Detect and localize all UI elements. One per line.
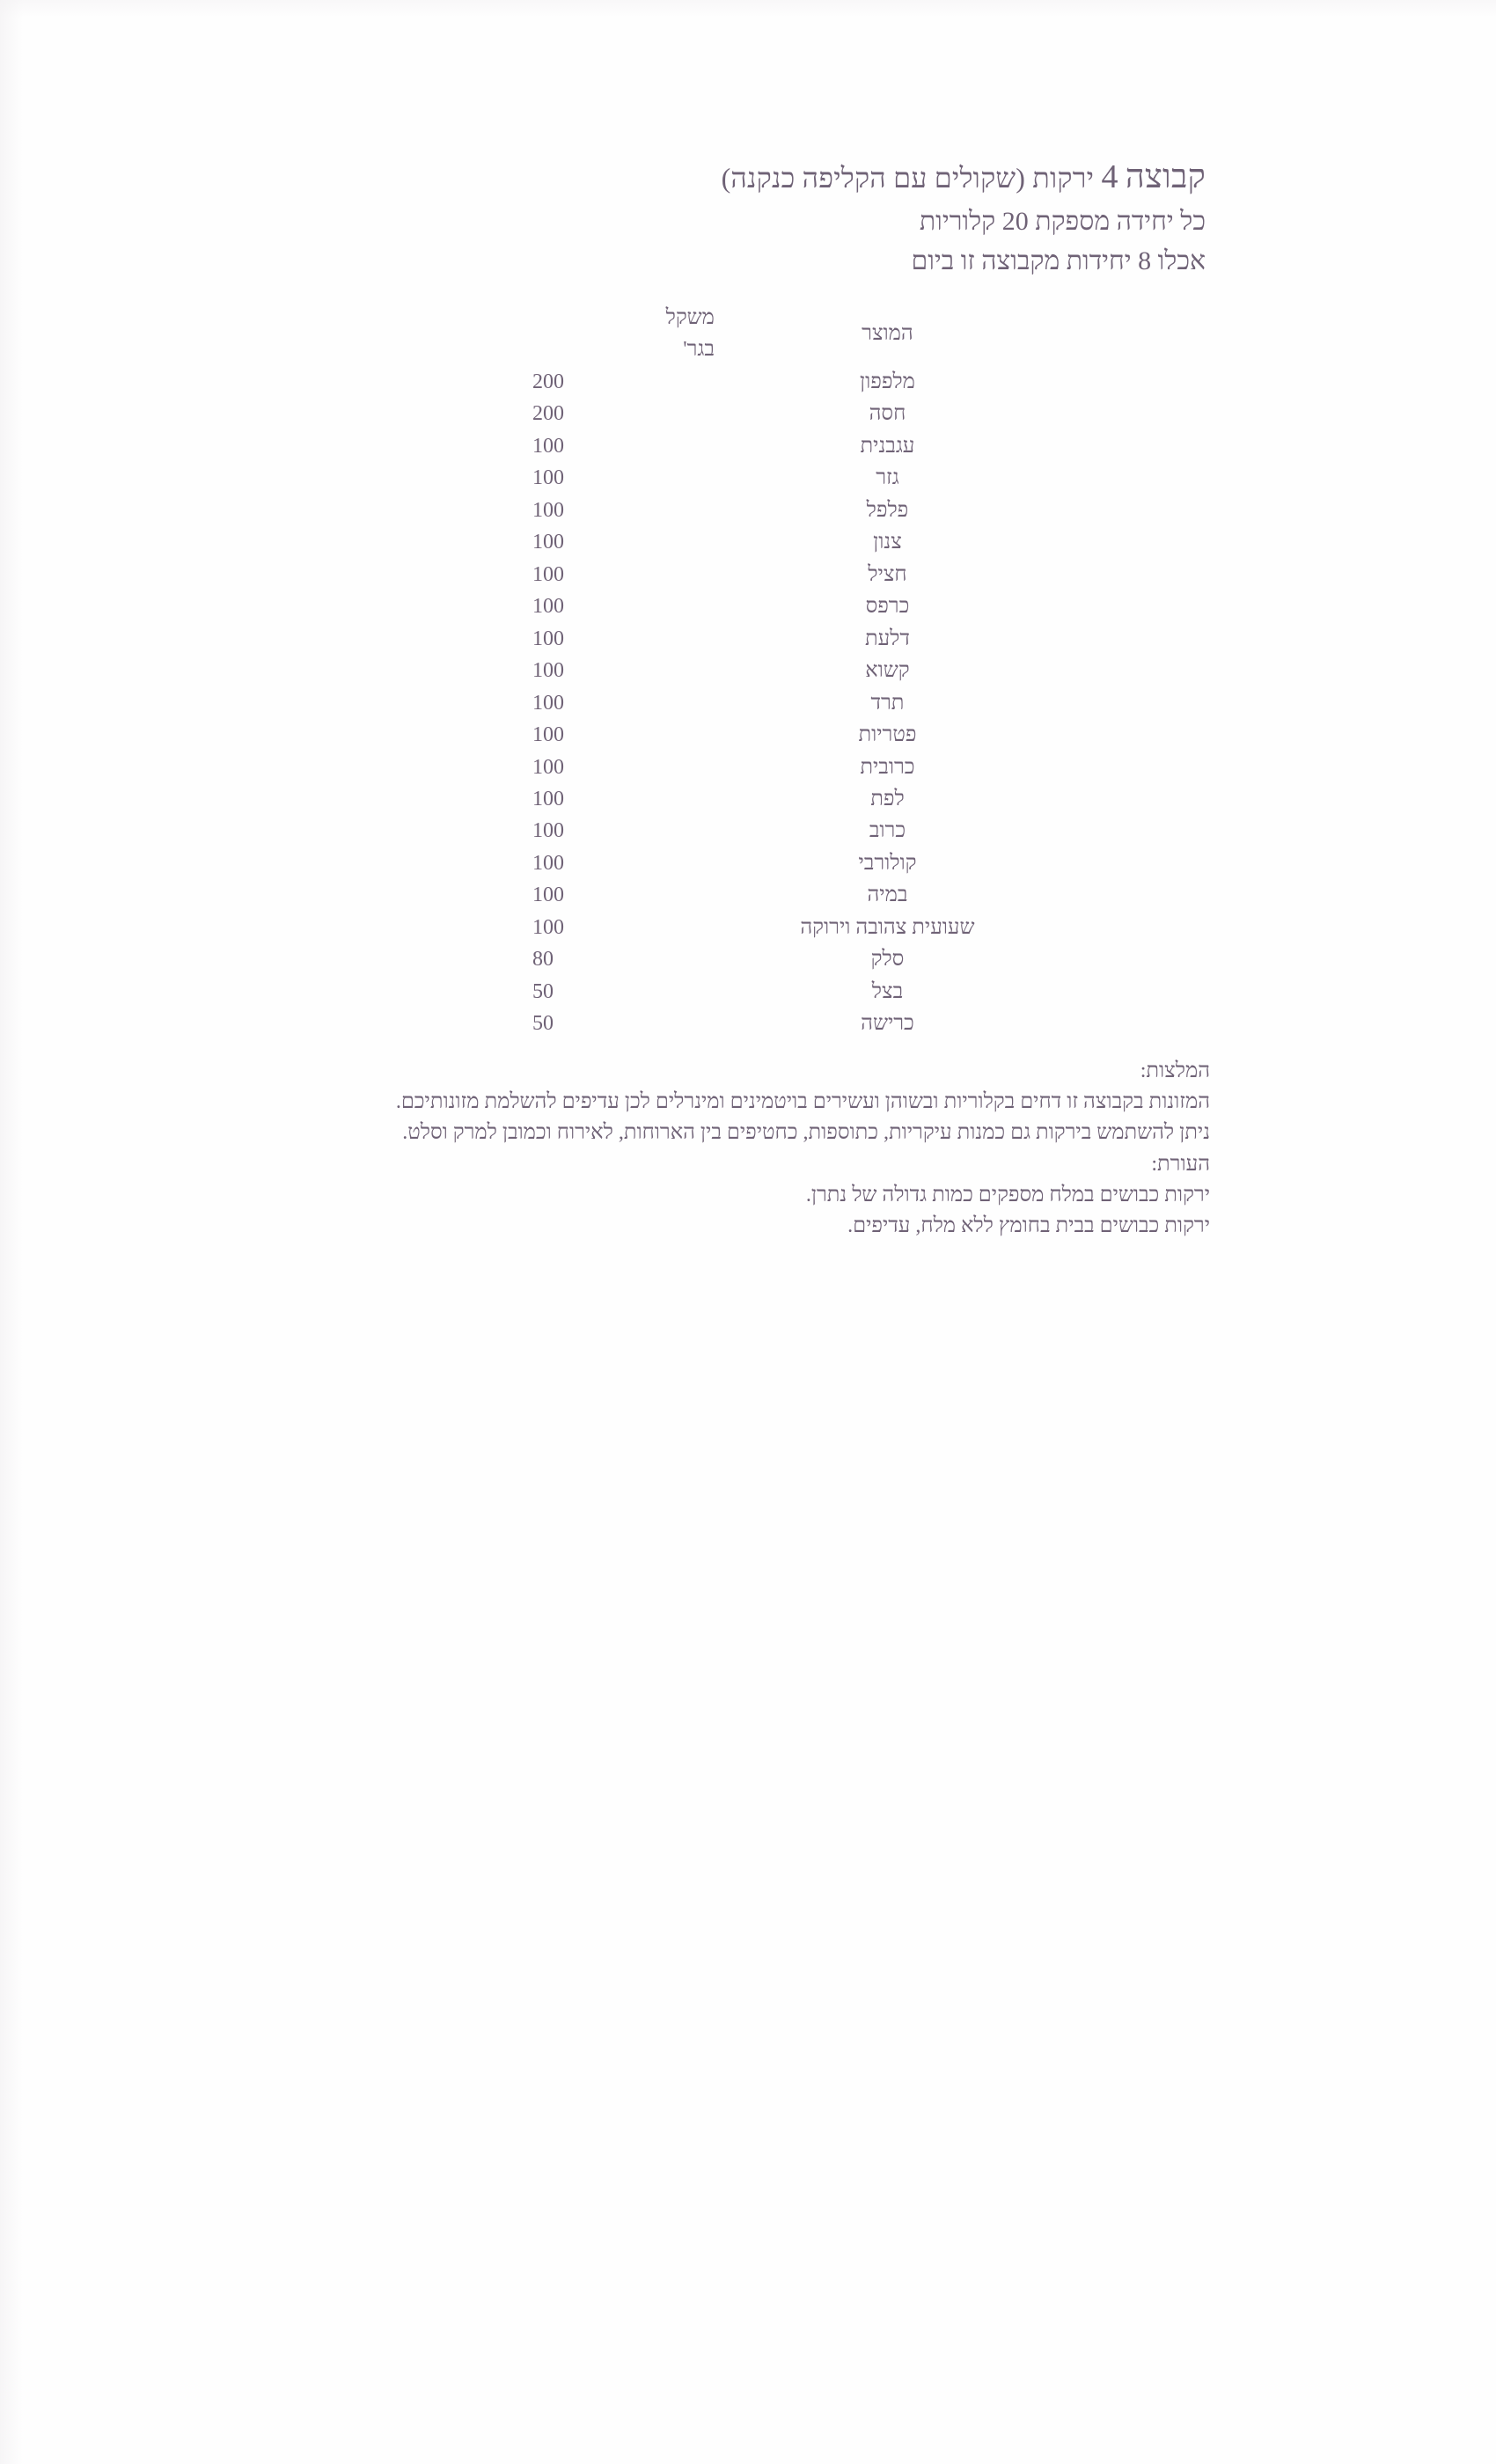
cell-weight: 100 bbox=[532, 562, 564, 586]
table-row bbox=[532, 623, 1060, 655]
remark-text-1: ירקות כבושים במלח מספקים כמות גדולה של נתרן. bbox=[805, 1183, 1210, 1206]
cell-weight: 50 bbox=[532, 979, 554, 1003]
cell-weight: 200 bbox=[532, 402, 564, 426]
table-row bbox=[532, 430, 1060, 462]
cell-product: שעועית צהובה וירוקה bbox=[800, 915, 975, 939]
cell-product: פטריות bbox=[858, 723, 917, 747]
table-row bbox=[532, 398, 1060, 429]
cell-product: גזר bbox=[876, 466, 899, 490]
cell-weight: 100 bbox=[532, 691, 564, 715]
table-row bbox=[532, 943, 1060, 975]
table-row bbox=[532, 815, 1060, 847]
units-per-day-line: אכלו 8 יחידות מקבוצה זו ביום bbox=[911, 246, 1206, 275]
cell-weight: 100 bbox=[532, 659, 564, 683]
table-body bbox=[532, 366, 1060, 1040]
table-row bbox=[532, 526, 1060, 558]
document-content bbox=[224, 154, 1210, 1242]
scan-edge-left bbox=[0, 0, 23, 2464]
column-header-weight-line1: משקל bbox=[665, 305, 715, 329]
table-row bbox=[532, 847, 1060, 879]
table-row bbox=[532, 655, 1060, 686]
notes-section bbox=[273, 1056, 1210, 1243]
table-row bbox=[532, 590, 1060, 622]
cell-weight: 200 bbox=[532, 370, 564, 393]
cell-product: בצל bbox=[871, 979, 904, 1003]
table-row bbox=[532, 976, 1060, 1008]
cell-weight: 100 bbox=[532, 627, 564, 650]
recommendations-label: המלצות: bbox=[1140, 1059, 1210, 1082]
cell-product: חציל bbox=[868, 562, 907, 586]
cell-product: כרובית bbox=[860, 755, 915, 779]
page-title bbox=[224, 154, 1206, 202]
cell-weight: 100 bbox=[532, 498, 564, 522]
cell-weight: 100 bbox=[532, 851, 564, 875]
cell-weight: 100 bbox=[532, 434, 564, 458]
cell-weight: 100 bbox=[532, 819, 564, 843]
table-row bbox=[532, 912, 1060, 943]
calories-per-unit-line: כל יחידה מספקת 20 קלוריות bbox=[919, 206, 1206, 236]
cell-weight: 100 bbox=[532, 755, 564, 779]
cell-product: במיה bbox=[867, 884, 908, 907]
table-row bbox=[532, 719, 1060, 751]
table-row bbox=[532, 1008, 1060, 1039]
table-row bbox=[532, 783, 1060, 815]
cell-weight: 100 bbox=[532, 595, 564, 619]
cell-product: תרד bbox=[870, 691, 905, 715]
cell-product: כרפס bbox=[865, 595, 910, 619]
title-group-word: קבוצה bbox=[1125, 158, 1206, 195]
cell-weight: 50 bbox=[532, 1012, 554, 1036]
table-row bbox=[532, 366, 1060, 398]
cell-product: לפת bbox=[870, 787, 905, 810]
column-header-weight-line2: בגר' bbox=[683, 338, 715, 362]
cell-product: קולורבי bbox=[858, 851, 917, 875]
cell-product: כרישה bbox=[861, 1012, 914, 1036]
table-row bbox=[532, 879, 1060, 911]
table-row bbox=[532, 495, 1060, 526]
cell-weight: 100 bbox=[532, 723, 564, 747]
title-rest: ירקות (שקולים עם הקליפה כנקנה) bbox=[721, 162, 1095, 194]
cell-product: קשוא bbox=[865, 659, 910, 683]
cell-weight: 100 bbox=[532, 787, 564, 810]
cell-product: עגבנית bbox=[860, 434, 915, 458]
column-header-weight bbox=[532, 302, 715, 366]
table-row bbox=[532, 559, 1060, 590]
cell-weight: 100 bbox=[532, 915, 564, 939]
cell-product: כרוב bbox=[869, 819, 906, 843]
recommendation-text-1: המזונות בקבוצה זו דחים בקלוריות ובשוהן ועשירים בויטמינים ומינרלים לכן עדיפים להשלמת מזונותיכם. bbox=[395, 1090, 1210, 1113]
table-row bbox=[532, 687, 1060, 719]
column-header-product: המוצר bbox=[862, 322, 913, 346]
cell-product: חסה bbox=[869, 402, 906, 426]
remark-text-2: ירקות כבושים בבית בחומץ ללא מלח, עדיפים. bbox=[847, 1214, 1210, 1238]
table-row bbox=[532, 462, 1060, 494]
recommendation-text-2: ניתן להשתמש בירקות גם כמנות עיקריות, כתוספות, כחטיפים בין הארוחות, לאירוח וכמובן למרק וסלט. bbox=[402, 1121, 1210, 1145]
title-group-number: 4 bbox=[1101, 158, 1118, 195]
cell-product: דלעת bbox=[864, 627, 910, 650]
food-items-table bbox=[532, 302, 1060, 1040]
remarks-label: העורת: bbox=[1151, 1152, 1210, 1176]
cell-product: מלפפון bbox=[860, 370, 915, 393]
cell-weight: 100 bbox=[532, 531, 564, 554]
cell-product: סלק bbox=[870, 948, 905, 972]
cell-product: פלפל bbox=[866, 498, 909, 522]
cell-weight: 80 bbox=[532, 948, 554, 972]
heading-block bbox=[224, 154, 1210, 281]
scan-edge-top bbox=[0, 0, 1496, 18]
cell-product: צנון bbox=[873, 531, 902, 554]
table-header-row bbox=[532, 302, 1060, 366]
cell-weight: 100 bbox=[532, 884, 564, 907]
cell-weight: 100 bbox=[532, 466, 564, 490]
table-row bbox=[532, 752, 1060, 783]
